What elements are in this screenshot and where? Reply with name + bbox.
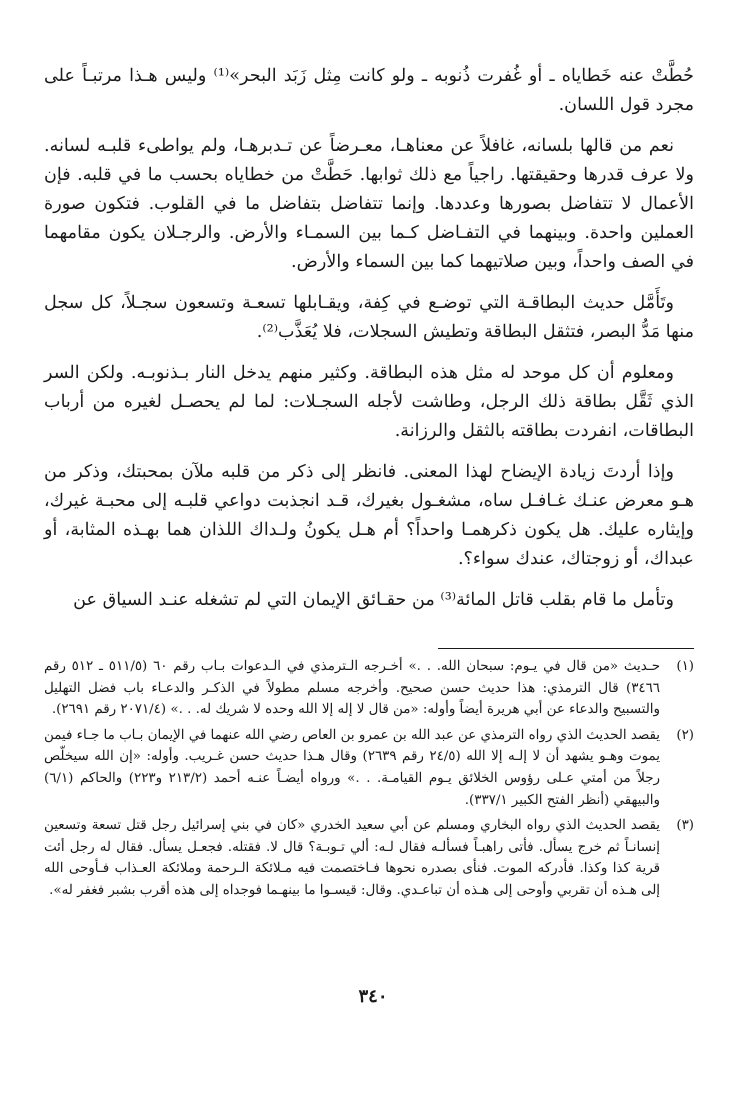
footnote-3 xyxy=(44,815,694,901)
paragraph-2: نعم من قالها بلسانه، غافلاً عن معناهـا، معـرضاً عن تـدبرهـا، ولم يواطىء قلبـه لسانه. ولا عرف قدرها وحقيقتها. راجياً مع ذلك ثوابها. حَطَّتْ من خطاياه بحسب ما في قلبه. فإن الأعمال لا تتفاضل بصورها وعددها. وإنما تتفاضل بتفاضل ما في القلوب. فتكون صورة العملين واحدة. وبينهما في التفـاضل كـما بين السمـاء والأرض. والرجـلان يكون مقامهما في الصف واحداً، وبين صلاتيهما كما بين السماء والأرض. xyxy=(44,136,694,272)
footnote-number: (١) xyxy=(676,659,694,674)
footnote-divider xyxy=(438,648,694,649)
footnote-text: حـديث «من قال في يـوم: سبحان الله. . .» أخـرجه الـترمذي في الـدعوات بـاب رقم ٦٠ (٥١١/٥ ـ ٥١٢ رقم ٣٤٦٦) قال الترمذي: هذا حديث حسن صحيح. وأخرجه مسلم مطولاً في الذكـر والدعـاء باب فضل التهليل والتسبيح والدعاء عن أبي هريرة أيضاً وأوله: «من قال لا إله إلا الله وحده لا شريك له. . .» (٢٠٧١/٤ رقم ٢٦٩١). xyxy=(44,659,660,718)
main-text xyxy=(44,62,694,627)
paragraph-5: وإذا أردتَ زيادة الإيضاح لهذا المعنى. فانظر إلى ذكر من قلبه ملآن بمحبتك، وذكر من هـو معرض عنـك غـافـل ساه، مشغـول بغيرك، قـد انجذبت دواعي قلبـه إلى محبـة غيرك، وإيثاره عليك. هل يكون ذكرهمـا واحداً؟ أم هـل يكونُ ولـداك اللذان هما بهـذه المثابة، أو عبداك، أو زوجتاك، عندك سواء؟. xyxy=(44,462,694,569)
page-number: ٣٤٠ xyxy=(358,986,388,1007)
paragraph-1: حُطَّتْ عنه خَطاياه ـ أو غُفرت ذُنوبه ـ ولو كانت مِثل زَبَد البحر»⁽¹⁾ وليس هـذا مرتبـاً على مجرد قول اللسان. xyxy=(44,66,694,115)
footnote-text: يقصد الحديث الذي رواه البخاري ومسلم عن أبي سعيد الخدري «كان في بني إسرائيل رجل قتل تسعة وتسعين إنسانـاً ثم خرج يسأل. فأتى راهبـاً فسألـه فقال لـه: ألي تـوبـة؟ قال لا. فقتله. فجعـل يسأل. فقال له رجل أئت قرية كذا وكذا. فأدركه الموت. فنأى بصدره نحوها فـاختصمت فيه مـلائكة الـرحمة وملائكة العـذاب فـأوحى الله إلى هـذه أن تقربي وأوحى إلى هـذه أن تباعـدي. وقال: قيسـوا ما بينهـما فوجداه إلى هذه أقرب بشبر فغفر له». xyxy=(44,818,660,898)
paragraph-3: وتَأَمَّل حديث البطاقـة التي توضـع في كِفة، ويقـابلها تسعـة وتسعون سجـلاً، كل سجل منها مَدُّ البصر، فتثقل البطاقة وتطيش السجلات، فلا يُعَذَّب⁽²⁾. xyxy=(44,293,694,342)
footnotes xyxy=(44,656,694,906)
footnote-number: (٣) xyxy=(676,818,694,834)
footnote-1 xyxy=(44,656,694,721)
footnote-2 xyxy=(44,725,694,811)
paragraph-6: وتأمل ما قام بقلب قاتل المائة⁽³⁾ من حقـائق الإيمان التي لم تشغله عنـد السياق عن xyxy=(73,590,674,610)
footnote-text: يقصد الحديث الذي رواه الترمذي عن عبد الله بن عمرو بن العاص رضي الله عنهما في الإيمان بـاب ما جـاء فيمن يموت وهـو يشهد أن لا إلـه إلا الله (٢٤/٥ رقم ٢٦٣٩) وقال هـذا حديث حسن غـريب. وأوله: «إن الله سيخلّص رجلاً من أمتي عـلى رؤوس الخلائق يـوم القيامـة. . .» ورواه أيضـاً عنـه أحمد (٢١٣/٢ و٢٢٣) والحاكم (٦/١) والبيهقي (أنظر الفتح الكبير ٣٣٧/١). xyxy=(44,727,660,808)
paragraph-4: ومعلوم أن كل موحد له مثل هذه البطاقة. وكثير منهم يدخل النار بـذنوبـه. ولكن السر الذي ثَقَّل بطاقة ذلك الرجل، وطاشت لأجله السجـلات: لما لم يحصـل لغيره من أرباب البطاقات، انفردت بطاقته بالثقل والرزانة. xyxy=(44,363,694,441)
footnote-number: (٢) xyxy=(676,727,694,743)
